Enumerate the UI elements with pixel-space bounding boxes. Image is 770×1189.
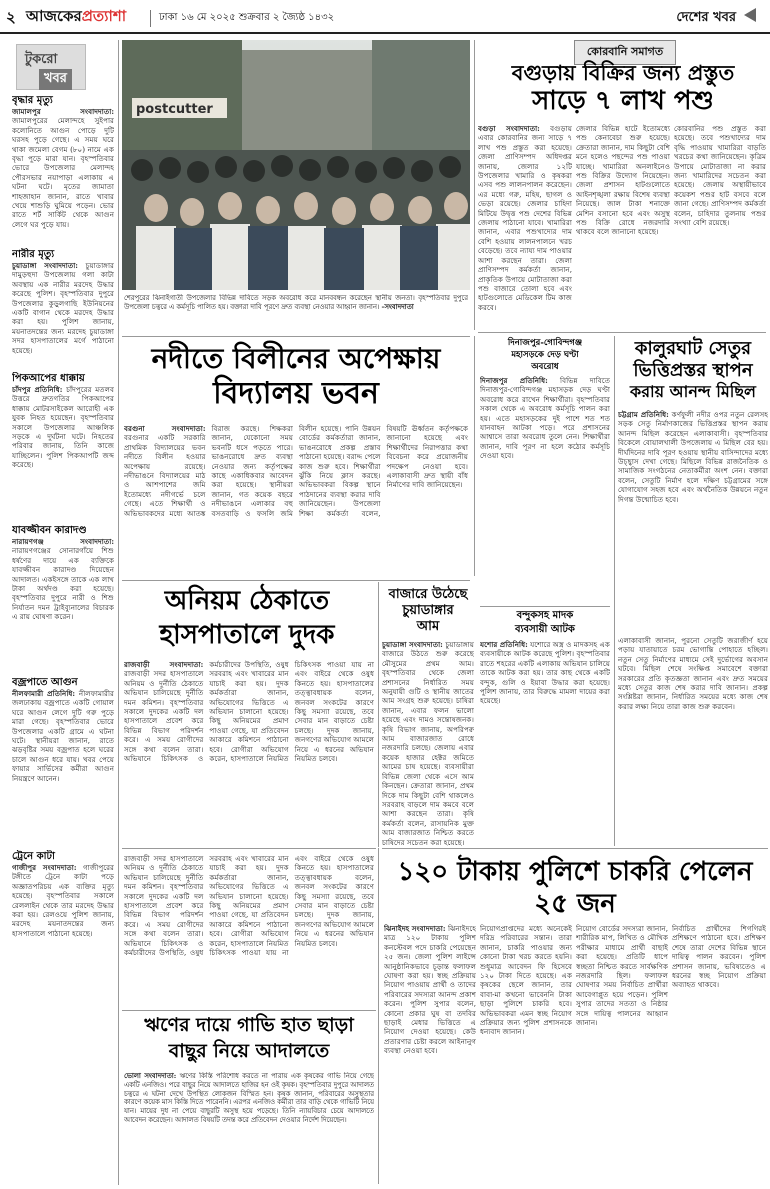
river-body [124,424,468,574]
sidebar-item [12,676,114,846]
police-body-1: ঝিনাইদহে মাত্র ১২০ টাকায় পুলিশ কনস্টেবল পদে চাকরি পেয়েছেন ২৫ জন। জেলা পুলিশ লাইন্সে আনুষ্ঠানিকভাবে চূড়ান্ত ফলাফল ঘোষণা করা হয়। স্বচ্ছ প্রক্রিয়ায় নিয়োগ পাওয়ায় প্রার্থী ও তাদের পরিবারের সদস্যরা আনন্দ প্রকাশ করেন। পুলিশ সুপার বলেন, কোনো প্রকার ঘুষ বা তদবির ছাড়াই মেধার ভিত্তিতে এ নিয়োগ দেওয়া হয়েছে। কেউ প্রতারণার চেষ্টা করলে আইনানুগ ব্যবস্থা নেওয়া হবে। [384,924,476,1056]
loan-headline-2: বাছুর নিয়ে আদালতে [168,1040,330,1062]
sidebar-logo-bottom: খবর [39,69,72,90]
mango-body-text: চুয়াডাঙ্গায় বাজারে উঠতে শুরু করেছে মৌসুমের প্রথম আম। বৃহস্পতিবার থেকে জেলা প্রশাসনের নির্ধারিত সময় অনুযায়ী গুটি ও স্থানীয় জাতের আম সংগ্রহ শুরু হয়েছে। চাষিরা জানান, এবার ফলন ভালো হয়েছে এবং দামও সন্তোষজনক। কৃষি বিভাগ জানায়, অপরিপক্ব আম বাজারজাত রোধে নজরদারি চলছে। জেলায় এবার কয়েক হাজার হেক্টর জমিতে আমের চাষ হয়েছে। ব্যবসায়ীরা বিভিন্ন জেলা থেকে এসে আম কিনছেন। ক্রেতারা জানান, প্রথম দিকে দাম কিছুটা বেশি থাকলেও সরবরাহ বাড়লে দাম কমবে বলে আশা করছেন তারা। কৃষি কর্মকর্তা বলেন, রাসায়নিক মুক্ত আম বাজারজাত নিশ্চিত করতে চাষিদের সচেতন করা হয়েছে। [382,640,474,846]
sidebar-logo-top: টুকরো [25,52,58,67]
mango-headline-3: আম [416,619,440,634]
section-title: দেশের খবর [676,10,736,25]
sidebar-item-body: জামালপুরের মেলান্দহে সুইপার কলোনিতে আগুন পোড়ে দুটি ঘরসহ পুড়ে গেছে। এ সময় ঘরে থাকা জমেলা বেগম (৮০) নামে এক বৃদ্ধা পুড়ে মারা যান। বৃহস্পতিবার ভোরে উপজেলার মেলান্দহ পৌরসভার নয়াপাড়া এলাকায় এ ঘটনা ঘটে। মৃতের জামাতা শাহজাহান জানান, রাতে খাবার খেয়ে শাশুড়ি ঘুমিয়ে পড়েন। ভোর রাতে শর্ট সার্কিট থেকে আগুন লেগে ঘর পুড়ে যায়। [12,116,114,229]
dinajpur-body [480,376,610,604]
sidebar-item-title: বৃদ্ধার মৃত্যু [12,95,53,106]
bogura-body-1: বগুড়ায় এবার কোরবানির জন্য সাড়ে ৭ লাখ পশু প্রস্তুত করা হয়েছে। জেলা প্রাণিসম্পদ অধিদপ্তর জানায়, জেলার ১২টি উপজেলার খামারি ও কৃষকরা এসব পশু লালনপালন করেছেন। এর মধ্যে গরু, মহিষ, ছাগল ও ভেড়া রয়েছে। জেলার চাহিদা মিটিয়ে উদ্বৃত্ত পশু দেশের বিভিন্ন জেলায় পাঠানো যাবে। খামারিরা জানান, এবার পশুখাদ্যের দাম বেশি হওয়ায় লালনপালনে খরচ বেড়েছে। তবে ন্যায্য দাম পাওয়ার আশা করছেন তারা। জেলা প্রাণিসম্পদ কর্মকর্তা জানান, প্রাকৃতিক উপায়ে মোটাতাজা করা পশু বাজারে তোলা হবে এবং হাটগুলোতে মেডিকেল টিম কাজ করবে। [478,124,572,312]
loan-byline: ভোলা সংবাদদাতা: [124,1072,177,1080]
police-col-1 [384,924,476,1184]
sidebar [12,94,114,1184]
police-byline: ঝিনাইদহ সংবাদদাতা: [384,924,446,933]
photo-caption-text: শেরপুরের ঝিনাইগাতী উপজেলার বিভিন্ন দাবিতে সড়ক অবরোধ করে মানববন্ধন করেছেন স্থানীয় জনতা। বৃহস্পতিবার দুপুরে উপজেলা চত্বরে এ কর্মসূচি পালিত হয়। বক্তারা দাবি পূরণে দ্রুত ব্যবস্থা নেওয়ার আহ্বান জানান। [124,294,468,311]
sidebar-item-body: নীলফামারীর জলঢাকায় বজ্রপাতে একটি গোয়াল ঘরে আগুন লেগে দুটি গরু পুড়ে মারা গেছে। বৃহস্পতিবার ভোরে উপজেলার একটি গ্রামে এ ঘটনা ঘটে। স্থানীয়রা জানান, রাতে ঝড়বৃষ্টির সময় বজ্রপাত হলে ঘরের চালে আগুন ধরে যায়। খবর পেয়ে ফায়ার সার্ভিসের কর্মীরা আগুন নিয়ন্ত্রণে আনেন। [12,689,114,783]
mango-headline-1: বাজারে উঠেছে [388,587,468,602]
sidebar-item-title: পিকআপের ধাক্কায় [12,373,85,384]
hospital-byline: রাজবাড়ী সংবাদদাতা: [124,660,204,669]
dinajpur-body-text: বিভিন্ন দাবিতে দিনাজপুর-গোবিন্দগঞ্জ মহাসড়ক দেড় ঘণ্টা অবরোধ করে রাখেন শিক্ষার্থীরা। বৃহস্পতিবার সকাল থেকে এ অবরোধ কর্মসূচি পালন করা হয়। এতে মহাসড়কের দুই পাশে শত শত যানবাহন আটকা পড়ে। পরে প্রশাসনের আশ্বাসে তারা অবরোধ তুলে নেন। শিক্ষার্থীরা জানান, দাবি পূরণ না হলে কঠোর কর্মসূচি দেওয়া হবে। [480,376,610,461]
sidebar-item [12,94,114,244]
sidebar-item-title: ট্রেনে কাটা [12,851,55,862]
dinajpur-headline-1: দিনাজপুর-গোবিন্দগঞ্জ [507,338,583,348]
sidebar-item-title: বজ্রপাতে আগুন [12,677,78,688]
kalurghat-headline-2: ভিত্তিপ্রস্তর স্থাপন [633,360,753,381]
bogura-col-3 [674,124,766,328]
kalurghat-col-1 [618,410,768,632]
police-body-4: নির্বাচিত প্রার্থীদের শিগগিরই প্রশিক্ষণে পাঠানো হবে। প্রশিক্ষণ শেষে তারা দেশের বিভিন্ন স্থানে দায়িত্ব পালন করবেন। পুলিশ প্রশাসন জানায়, ভবিষ্যতেও এ ধরনের স্বচ্ছ নিয়োগ প্রক্রিয়া অব্যাহত থাকবে। [672,924,766,990]
hospital-body-text: রাজবাড়ী সদর হাসপাতালে অনিয়ম ও দুর্নীতি ঠেকাতে অভিযান চালিয়েছে দুর্নীতি দমন কমিশন। বৃহস্পতিবার সকালে দুদকের একটি দল হাসপাতালে প্রবেশ করে বিভিন্ন বিভাগ পরিদর্শন করে। এ সময় রোগীদের সঙ্গে কথা বলেন তারা। অভিযানে চিকিৎসক ও কর্মচারীদের উপস্থিতি, ওষুধ সরবরাহ এবং খাবারের মান যাচাই করা হয়। দুদক কর্মকর্তারা জানান, অভিযোগের ভিত্তিতে এ অভিযান চালানো হয়েছে। কিছু অনিয়মের প্রমাণ পাওয়া গেছে, যা প্রতিবেদন আকারে কমিশনে পাঠানো হবে। রোগীরা অভিযোগ করেন, হাসপাতালে নিয়মিত চিকিৎসক পাওয়া যায় না এবং বাইরে থেকে ওষুধ কিনতে হয়। হাসপাতালের তত্ত্বাবধায়ক বলেন, জনবল সংকটের কারণে কিছু সমস্যা রয়েছে, তবে সেবার মান বাড়াতে চেষ্টা চলছে। দুদক জানায়, জনগণের অভিযোগ আমলে নিয়ে এ ধরনের অভিযান নিয়মিত চলবে। [124,660,374,764]
hospital-headline-2: হাসপাতালে দুদক [159,620,335,650]
dinajpur-headline-3: অবরোধ [531,362,559,372]
bogura-col-1 [478,124,572,328]
photo-caption [124,294,468,334]
sidebar-item [12,372,114,520]
police-col-3 [576,924,668,1184]
bogura-body-3: কোরবানির পশু প্রস্তুত করা হয়েছে। তবে পশুখাদ্যের দাম বৃদ্ধি পাওয়ায় খামারিরা বাড়তি খরচের কথা জানিয়েছেন। কৃত্রিম উপায়ে মোটাতাজা না করার জন্য খামারিদের সচেতন করা হয়েছে। জেলায় অস্থায়ীভাবে কয়েকশ পশুর হাট বসবে বলে জানা গেছে। প্রাণিসম্পদ কর্মকর্তা বলেন, চাহিদার তুলনায় পশুর সংখ্যা বেশি রয়েছে। [674,124,766,228]
drug-body-text: যশোরে অস্ত্র ও মাদকসহ এক ব্যবসায়ীকে আটক করেছে পুলিশ। বৃহস্পতিবার রাতে শহরের একটি এলাকায় অভিযান চালিয়ে তাকে আটক করা হয়। তার কাছ থেকে একটি বন্দুক, গুলি ও ইয়াবা উদ্ধার করা হয়েছে। পুলিশ জানায়, তার বিরুদ্ধে মামলা দায়ের করা হয়েছে। [480,640,610,706]
page-number: ২ [6,8,16,26]
sidebar-item-title: নারীর মৃত্যু [12,249,55,260]
kalurghat-headline-1: কালুরঘাট সেতুর [634,338,752,359]
sidebar-item-body: নারায়ণগঞ্জের সোনারগাঁয়ে শিশু ধর্ষণের দায়ে এক ব্যক্তিকে যাবজ্জীবন কারাদণ্ড দিয়েছেন আদালত। একইসঙ্গে তাকে এক লাখ টাকা অর্থদণ্ড করা হয়েছে। বৃহস্পতিবার দুপুরে নারী ও শিশু নির্যাতন দমন ট্রাইব্যুনালের বিচারক এ রায় ঘোষণা করেন। [12,546,114,622]
police-body-2: নিয়োগপ্রাপ্তদের মধ্যে অনেকেই দরিদ্র পরিবারের সন্তান। তারা জানান, চাকরি পাওয়ার জন্য কোনো টাকা খরচ করতে হয়নি। শুধুমাত্র আবেদন ফি হিসেবে ১২০ টাকা দিতে হয়েছে। এক কৃষকের ছেলে জানান, তার বাবা-মা কখনো ভাবেননি টাকা ছাড়া পুলিশে চাকরি হবে। অভিভাবকরা এমন স্বচ্ছ নিয়োগ প্রক্রিয়ার জন্য পুলিশ প্রশাসনকে ধন্যবাদ জানান। [480,924,572,1037]
sidebar-item-body: চাঁদপুরের মতলব উত্তরে দ্রুতগতির পিকআপের ধাক্কায় মোটরসাইকেল আরোহী এক যুবক নিহত হয়েছেন। বৃহস্পতিবার সকালে উপজেলার আঞ্চলিক সড়কে এ দুর্ঘটনা ঘটে। নিহতের পরিবার জানায়, তিনি কাজে যাচ্ছিলেন। পুলিশ পিকআপটি জব্দ করেছে। [12,385,114,470]
river-headline-1: নদীতে বিলীনের অপেক্ষায় [151,342,441,375]
hospital-headline-1: অনিয়ম ঠেকাতে [164,586,330,616]
dinajpur-byline: দিনাজপুর প্রতিনিধি: [480,376,548,385]
bogura-headline-1: বগুড়ায় বিক্রির জন্য প্রস্তুত [511,60,735,85]
masthead-name: আজকের [26,7,82,25]
sidebar-item-body: চুয়াডাঙ্গার দামুড়হুদা উপজেলায় গলা কাটা অবস্থায় এক নারীর মরদেহ উদ্ধার করেছে পুলিশ। বৃহস্পতিবার দুপুরে উপজেলার কুড়ুলগাছি ইউনিয়নের একটি বাগান থেকে মরদেহ উদ্ধার করা হয়। পুলিশ জানায়, ময়নাতদন্তের জন্য মরদেহ চুয়াডাঙ্গা সদর হাসপাতালের মর্গে পাঠানো হয়েছে। [12,261,114,355]
sidebar-item-byline: জামালপুর সংবাদদাতা: [12,107,114,116]
bogura-kicker-text: কোরবানি সমাগত [574,40,676,65]
kalurghat-col-2 [618,636,768,840]
sidebar-item-body: গাজীপুরের টঙ্গীতে ট্রেনে কাটা পড়ে অজ্ঞাতপরিচয় এক ব্যক্তির মৃত্যু হয়েছে। বৃহস্পতিবার সকালে রেললাইন থেকে তার মরদেহ উদ্ধার করা হয়। রেলওয়ে পুলিশ জানায়, মরদেহ ময়নাতদন্তের জন্য হাসপাতালে পাঠানো হয়েছে। [12,863,114,938]
mango-headline-2: চুয়াডাঙ্গার [402,603,454,618]
sidebar-item-byline: চাঁদপুর প্রতিনিধি: [12,385,63,394]
page-header [0,0,770,34]
police-col-2 [480,924,572,1184]
police-body-3: নিয়োগ বোর্ডের সদস্যরা জানান, শারীরিক মাপ, লিখিত ও মৌখিক পরীক্ষার মাধ্যমে প্রার্থী বাছাই করা হয়েছে। প্রতিটি ধাপে স্বচ্ছতা নিশ্চিত করতে সার্বক্ষণিক নজরদারি ছিল। ফলাফল ঘোষণার সময় নির্বাচিত প্রার্থীরা আবেগাপ্লুত হয়ে পড়েন। পুলিশ সুপার তাদের সততা ও নিষ্ঠার সঙ্গে দায়িত্ব পালনের আহ্বান জানান। [576,924,668,1028]
drug-body [480,640,610,840]
police-headline: ১২০ টাকায় পুলিশে চাকরি পেলেন ২৫ জন [397,857,753,919]
kalurghat-headline-3: করায় আনন্দ মিছিল [630,382,756,401]
photo-caption-credit: -সংবাদদাতা [381,303,414,311]
section-arrow-icon [744,8,756,22]
bogura-byline: বগুড়া সংবাদদাতা: [478,124,540,133]
dateline: ঢাকা ১৬ মে ২০২৫ শুক্রবার ২ জ্যৈষ্ঠ ১৪৩২ [150,10,334,27]
drug-headline-2: ব্যবসায়ী আটক [515,624,575,635]
bogura-headline-2: সাড়ে ৭ লাখ পশু [532,86,714,116]
sidebar-item-byline: নারায়ণগঞ্জ সংবাদদাতা: [12,537,114,546]
sidebar-item-byline: গাজীপুর সংবাদদাতা: [12,863,77,872]
hospital-continued-text: রাজবাড়ী সদর হাসপাতালে অনিয়ম ও দুর্নীতি ঠেকাতে অভিযান চালিয়েছে দুর্নীতি দমন কমিশন। বৃহস্পতিবার সকালে দুদকের একটি দল হাসপাতালে প্রবেশ করে বিভিন্ন বিভাগ পরিদর্শন করে। এ সময় রোগীদের সঙ্গে কথা বলেন তারা। অভিযানে চিকিৎসক ও কর্মচারীদের উপস্থিতি, ওষুধ সরবরাহ এবং খাবারের মান যাচাই করা হয়। দুদক কর্মকর্তারা জানান, অভিযোগের ভিত্তিতে এ অভিযান চালানো হয়েছে। কিছু অনিয়মের প্রমাণ পাওয়া গেছে, যা প্রতিবেদন আকারে কমিশনে পাঠানো হবে। রোগীরা অভিযোগ করেন, হাসপাতালে নিয়মিত চিকিৎসক পাওয়া যায় না এবং বাইরে থেকে ওষুধ কিনতে হয়। হাসপাতালের তত্ত্বাবধায়ক বলেন, জনবল সংকটের কারণে কিছু সমস্যা রয়েছে, তবে সেবার মান বাড়াতে চেষ্টা চলছে। দুদক জানায়, জনগণের অভিযোগ আমলে নিয়ে এ ধরনের অভিযান নিয়মিত চলবে। [124,854,374,958]
bogura-body-2: জেলার বিভিন্ন হাটে ইতোমধ্যে পশু কেনাবেচা শুরু হয়েছে। ক্রেতারা জানান, দাম কিছুটা বেশি মনে হলেও পছন্দের পশু পাওয়া যাচ্ছে। খামারিরা অনলাইনেও পশু বিক্রির উদ্যোগ নিয়েছেন। জেলা প্রশাসন হাটগুলোতে আইনশৃঙ্খলা রক্ষায় বিশেষ ব্যবস্থা নিয়েছে। জাল টাকা শনাক্তে মেশিন বসানো হবে এবং অসুস্থ পশু বিক্রি রোধে নজরদারি থাকবে বলে জানানো হয়েছে। [576,124,670,237]
kalurghat-body-2: এলাকাবাসী জানান, পুরনো সেতুটি জরাজীর্ণ হয়ে পড়ায় যাতায়াতে চরম ভোগান্তি পোহাতে হচ্ছিল। নতুন সেতু নির্মাণের মাধ্যমে সেই দুর্ভোগের অবসান ঘটবে। মিছিল শেষে সংক্ষিপ্ত সমাবেশে বক্তারা সরকারের প্রতি কৃতজ্ঞতা জানান এবং দ্রুত সময়ের মধ্যে সেতুর কাজ শেষ করার দাবি জানান। প্রকল্প সংশ্লিষ্টরা জানান, নির্ধারিত সময়ের মধ্যে কাজ শেষ করার লক্ষ্য নিয়ে তারা কাজ শুরু করবেন। [618,636,768,711]
police-col-4 [672,924,766,1184]
masthead [26,5,126,30]
sidebar-item-byline: চুয়াডাঙ্গা সংবাদদাতা: [12,261,78,270]
mango-body [382,640,474,846]
drug-headline-1: বন্দুকসহ মাদক [516,610,574,621]
sidebar-item-byline: নীলফামারী প্রতিনিধি: [12,689,76,698]
river-body-text: বরগুনার একটি সরকারি প্রাথমিক বিদ্যালয়ের ভবন নদীতে বিলীন হওয়ার অপেক্ষায় রয়েছে। নদীভাঙনে বিদ্যালয়ের মাঠ ও আশপাশের জমি ইতোমধ্যে নদীগর্ভে চলে গেছে। এতে শিক্ষার্থী ও অভিভাবকদের মধ্যে আতঙ্ক বিরাজ করছে। শিক্ষকরা জানান, যেকোনো সময় ভবনটি ধসে পড়তে পারে। ভাঙনরোধে দ্রুত ব্যবস্থা নেওয়ার জন্য কর্তৃপক্ষের কাছে একাধিকবার আবেদন করা হয়েছে। স্থানীয়রা জানান, গত কয়েক বছরে নদীভাঙনে এলাকার বহু বসতবাড়ি ও ফসলি জমি বিলীন হয়েছে। পানি উন্নয়ন বোর্ডের কর্মকর্তারা জানান, ভাঙনরোধে প্রকল্প প্রস্তাব পাঠানো হয়েছে। বরাদ্দ পেলে কাজ শুরু হবে। শিক্ষার্থীরা ঝুঁকি নিয়ে ক্লাস করছে। অভিভাবকরা বিকল্প স্থানে পাঠদানের ব্যবস্থা করার দাবি জানিয়েছেন। উপজেলা শিক্ষা কর্মকর্তা বলেন, বিষয়টি ঊর্ধ্বতন কর্তৃপক্ষকে জানানো হয়েছে এবং শিক্ষার্থীদের নিরাপত্তার কথা বিবেচনা করে প্রয়োজনীয় পদক্ষেপ নেওয়া হবে। এলাকাবাসী দ্রুত স্থায়ী বাঁধ নির্মাণের দাবি জানিয়েছেন। [124,424,468,518]
loan-body [124,1072,374,1184]
sidebar-item-title: যাবজ্জীবন কারাদণ্ড [12,525,87,536]
shop-sign: postcutter [136,102,213,117]
hospital-body [124,660,374,846]
sidebar-logo [16,44,86,90]
kalurghat-byline: চট্টগ্রাম প্রতিনিধি: [618,410,669,419]
river-headline-2: বিদ্যালয় ভবন [213,376,379,411]
hospital-continued [124,854,374,1004]
drug-byline: যশোর প্রতিনিধি: [480,640,528,649]
dinajpur-headline-2: মহাসড়কে দেড় ঘণ্টা [511,350,579,360]
sidebar-item [12,850,114,1100]
mango-byline: চুয়াডাঙ্গা সংবাদদাতা: [382,640,443,649]
bogura-col-2 [576,124,670,328]
kalurghat-body-1: কর্ণফুলী নদীর ওপর নতুন রেলসহ সড়ক সেতু নির্মাণকাজের ভিত্তিপ্রস্তর স্থাপন করায় আনন্দ মিছিল করেছেন এলাকাবাসী। বৃহস্পতিবার বিকেলে বোয়ালখালী উপজেলায় এ মিছিল বের হয়। দীর্ঘদিনের দাবি পূরণ হওয়ায় স্থানীয় বাসিন্দাদের মধ্যে উচ্ছ্বাস দেখা গেছে। মিছিলে বিভিন্ন রাজনৈতিক ও সামাজিক সংগঠনের নেতাকর্মীরা অংশ নেন। বক্তারা বলেন, সেতুটি নির্মাণ হলে দক্ষিণ চট্টগ্রামের সঙ্গে যোগাযোগ সহজ হবে এবং অর্থনৈতিক উন্নয়নে নতুন দিগন্ত উন্মোচিত হবে। [618,410,768,504]
news-photo [122,40,470,290]
sidebar-item [12,524,114,672]
loan-body-text: ঋণের কিস্তি পরিশোধ করতে না পারায় এক কৃষকের গাভি নিয়ে গেছে একটি এনজিও। পরে বাছুর নিয়ে আদালতে হাজির হন ওই কৃষক। বৃহস্পতিবার দুপুরে আদালত চত্বরে এ ঘটনা দেখে উপস্থিত লোকজন বিস্মিত হন। কৃষক জানান, পরিবারের অসুস্থতার কারণে কয়েক মাস কিস্তি দিতে পারেননি। এরপর এনজিও কর্মীরা তার বাড়ি থেকে গাভিটি নিয়ে যান। মায়ের দুধ না পেয়ে বাছুরটি অসুস্থ হয়ে পড়েছে। তিনি ন্যায়বিচার চেয়ে আদালতে আবেদন করেছেন। আদালত বিষয়টি তদন্ত করে প্রতিবেদন দেওয়ার নির্দেশ দিয়েছেন। [124,1072,374,1124]
crowd-photo [122,40,470,290]
river-byline: বরগুনা সংবাদদাতা: [124,424,206,433]
bogura-kicker [480,40,770,60]
loan-headline-1: ঋণের দায়ে গাভি হাত ছাড়া [144,1014,354,1036]
masthead-name-accent: প্রত্যাশা [81,7,127,25]
sidebar-item [12,248,114,368]
